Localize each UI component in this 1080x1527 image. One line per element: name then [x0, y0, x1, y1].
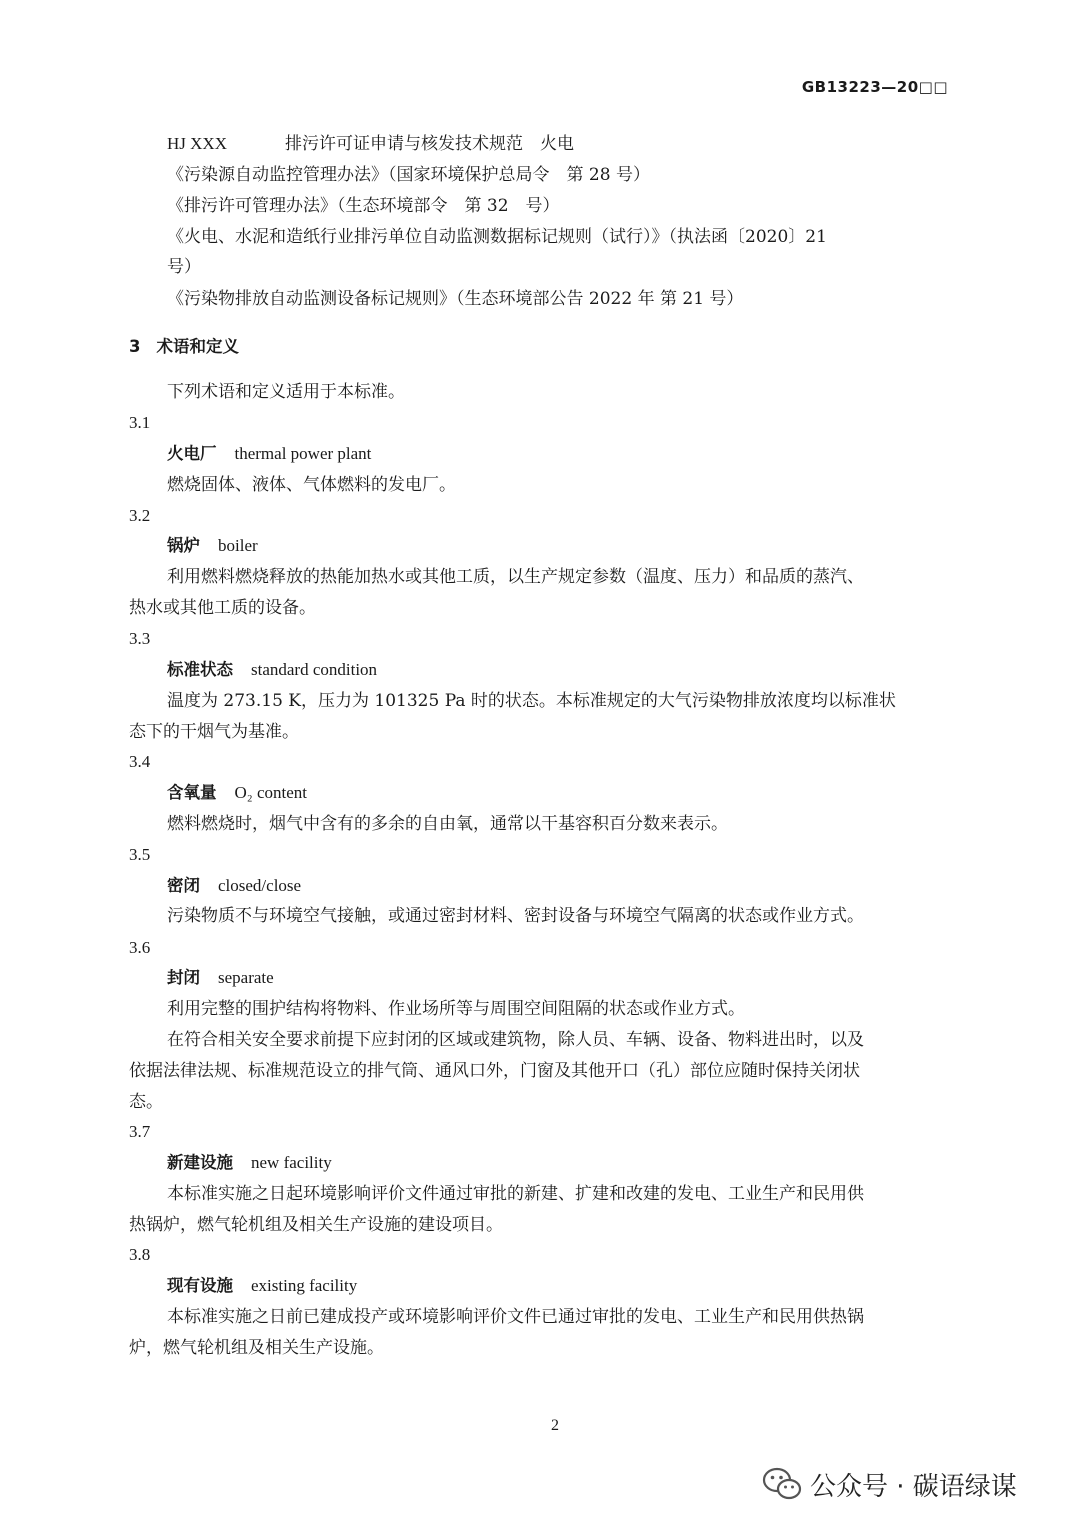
reference-line: 《排污许可管理办法》（生态环境部令 第 32 号）: [167, 196, 560, 216]
term-zh: 锅炉: [167, 536, 200, 555]
reference-line: 号）: [167, 257, 201, 277]
reference-line: [167, 133, 574, 155]
reference-code: HJ XXX: [167, 134, 227, 153]
term-en: boiler: [218, 536, 258, 555]
reference-line: 《污染物排放自动监测设备标记规则》（生态环境部公告 2022 年 第 21 号）: [167, 289, 744, 309]
term-heading: [167, 1152, 332, 1174]
term-zh: 密闭: [167, 876, 200, 895]
standard-code: GB13223—20□□: [801, 78, 948, 96]
term-zh: 封闭: [167, 968, 200, 987]
definition-line: 燃烧固体、液体、气体燃料的发电厂。: [167, 475, 456, 495]
section-intro: 下列术语和定义适用于本标准。: [167, 382, 405, 402]
term-zh: 新建设施: [167, 1153, 233, 1172]
definition-line: 本标准实施之日前已建成投产或环境影响评价文件已通过审批的发电、工业生产和民用供热锅: [167, 1307, 864, 1327]
definition-line: 态。: [129, 1092, 163, 1112]
reference-line: 《火电、水泥和造纸行业排污单位自动监测数据标记规则（试行）》（执法函〔2020〕21: [167, 227, 827, 247]
term-zh: 火电厂: [167, 444, 217, 463]
definition-line: 污染物质不与环境空气接触，或通过密封材料、密封设备与环境空气隔离的状态或作业方式。: [167, 906, 864, 926]
definition-line: 依据法律法规、标准规范设立的排气筒、通风口外，门窗及其他开口（孔）部位应随时保持关闭状: [129, 1061, 860, 1081]
definition-line: 利用燃料燃烧释放的热能加热水或其他工质，以生产规定参数（温度、压力）和品质的蒸汽、: [167, 567, 864, 587]
term-number: 3.4: [129, 752, 151, 771]
reference-line: 《污染源自动监控管理办法》（国家环境保护总局令 第 28 号）: [167, 165, 650, 185]
term-number: 3.6: [129, 938, 151, 957]
section-title: 术语和定义: [156, 337, 239, 356]
definition-line: 在符合相关安全要求前提下应封闭的区域或建筑物，除人员、车辆、设备、物料进出时，以及: [167, 1030, 864, 1050]
term-zh: 标准状态: [167, 660, 233, 679]
definition-line: 利用完整的围护结构将物料、作业场所等与周围空间阻隔的状态或作业方式。: [167, 999, 745, 1019]
term-en: new facility: [251, 1153, 332, 1172]
definition-line: 炉，燃气轮机组及相关生产设施。: [129, 1338, 384, 1358]
term-en: O₂ content: [234, 783, 307, 802]
term-number: 3.5: [129, 845, 151, 864]
term-heading: [167, 875, 301, 897]
definition-line: 本标准实施之日起环境影响评价文件通过审批的新建、扩建和改建的发电、工业生产和民用供: [167, 1184, 864, 1204]
term-heading: [167, 782, 307, 804]
term-number: 3.1: [129, 413, 151, 432]
section-number: 3: [129, 337, 141, 356]
term-heading: [167, 443, 371, 465]
term-heading: [167, 967, 274, 989]
page-number: 2: [551, 1417, 559, 1434]
definition-line: 态下的干烟气为基准。: [129, 722, 299, 742]
term-zh: 含氧量: [167, 783, 217, 802]
term-en: standard condition: [251, 660, 378, 679]
term-en: closed/close: [218, 876, 302, 895]
definition-line: 热水或其他工质的设备。: [129, 598, 316, 618]
term-heading: [167, 1275, 357, 1297]
definition-line: 热锅炉，燃气轮机组及相关生产设施的建设项目。: [129, 1215, 503, 1235]
watermark-text: 公众号 · 碳语绿谋: [810, 1471, 1017, 1502]
wechat-icon: [762, 1466, 802, 1502]
term-number: 3.8: [129, 1245, 151, 1264]
term-en: thermal power plant: [234, 444, 372, 463]
definition-line: 燃料燃烧时，烟气中含有的多余的自由氧，通常以干基容积百分数来表示。: [167, 814, 728, 834]
term-heading: [167, 535, 258, 557]
term-number: 3.2: [129, 506, 151, 525]
term-zh: 现有设施: [167, 1276, 233, 1295]
definition-line: 温度为 273.15 K，压力为 101325 Pa 时的状态。本标准规定的大气污染物排放浓度均以标准状: [167, 691, 896, 711]
term-number: 3.3: [129, 629, 151, 648]
reference-title: 排污许可证申请与核发技术规范 火电: [285, 134, 574, 154]
section-heading: [129, 333, 239, 357]
watermark: [762, 1462, 1017, 1506]
term-heading: [167, 659, 377, 681]
term-number: 3.7: [129, 1122, 151, 1141]
term-en: separate: [218, 968, 274, 987]
term-en: existing facility: [251, 1276, 358, 1295]
